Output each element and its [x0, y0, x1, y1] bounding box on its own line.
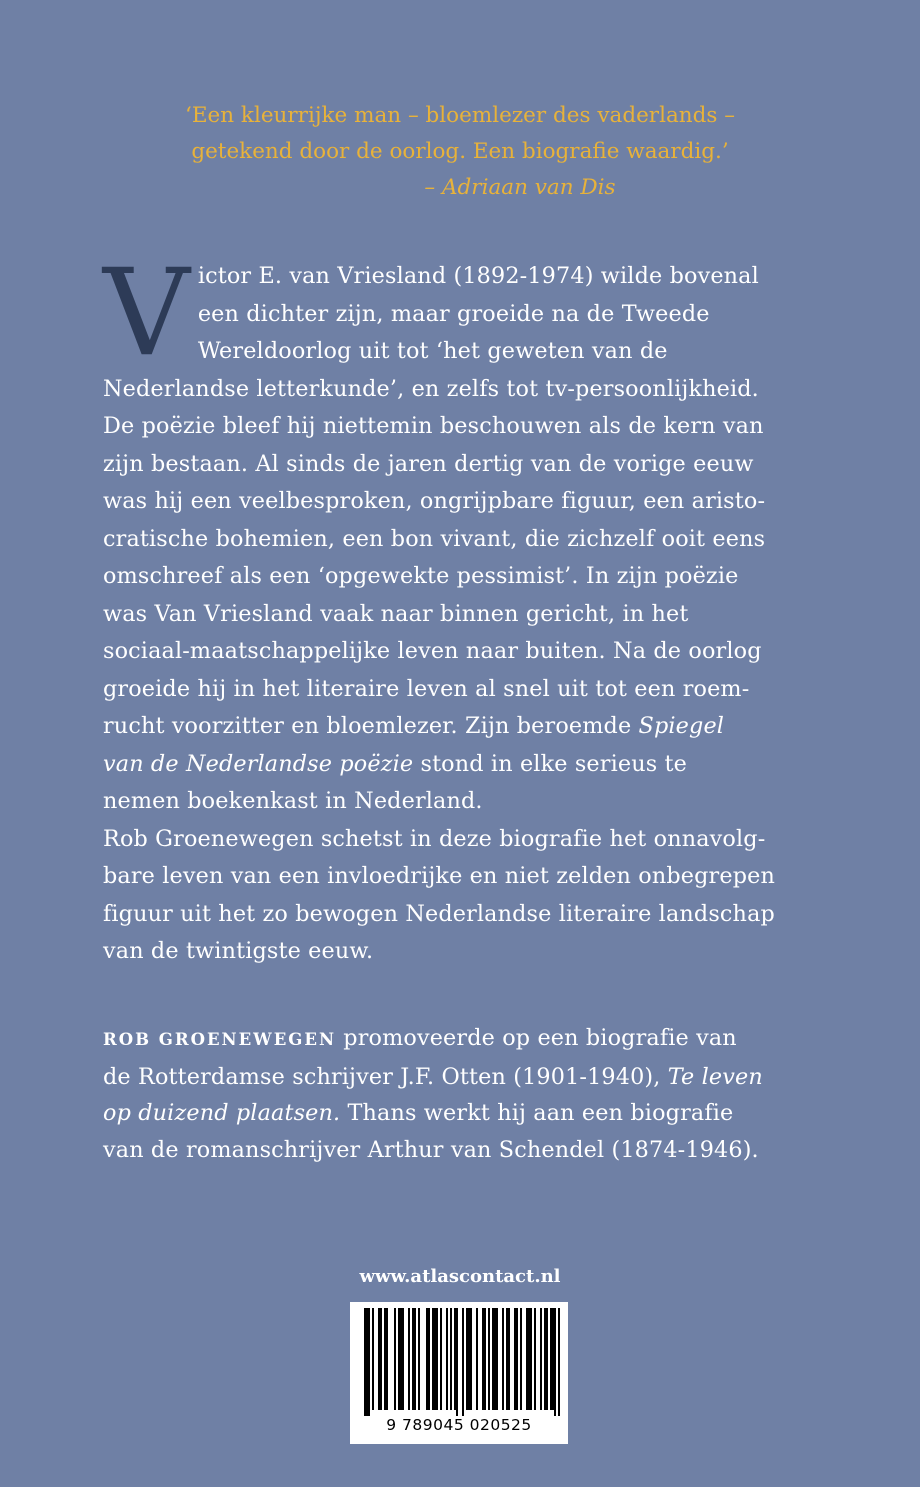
barcode-bar [436, 1308, 438, 1410]
barcode-bar [366, 1308, 368, 1416]
bio-line [103, 1095, 823, 1132]
barcode-bar [544, 1308, 546, 1410]
barcode-bar [450, 1308, 452, 1410]
barcode-bar [492, 1308, 494, 1410]
blurb-line: was Van Vriesland vaak naar binnen gericht, in het [103, 600, 689, 627]
barcode-bar [414, 1308, 416, 1410]
barcode-bar [432, 1308, 434, 1410]
barcode-bar [378, 1308, 380, 1410]
barcode-bar [394, 1308, 396, 1410]
publisher-website: www.atlascontact.nl [359, 1266, 561, 1287]
bio-line: van de romanschrijver Arthur van Schendel (1874-1946). [103, 1136, 759, 1163]
review-quote [0, 98, 920, 206]
blurb-line: was hij een veelbesproken, ongrijpbare figuur, een aristo- [103, 488, 766, 514]
barcode-bar [482, 1308, 484, 1410]
barcode-bar [468, 1308, 470, 1410]
barcode-bar [386, 1308, 388, 1410]
barcode-bar [400, 1308, 402, 1410]
barcode-bar [540, 1308, 542, 1410]
blurb-line: van de twintigste eeuw. [103, 938, 374, 964]
barcode-bar [462, 1308, 464, 1416]
author-bio [103, 1020, 823, 1168]
barcode-bar [368, 1308, 370, 1416]
barcode-bar [408, 1308, 410, 1410]
bio-text: Thans werkt hij aan een biografie [340, 1100, 734, 1126]
barcode-bar [526, 1308, 528, 1410]
book-title-italic: Te leven [667, 1063, 763, 1090]
barcode-bar [434, 1308, 436, 1410]
blurb-line: zijn bestaan. Al sinds de jaren dertig van de vorige eeuw [103, 450, 754, 477]
barcode-bar [426, 1308, 428, 1410]
bio-line [103, 1059, 823, 1096]
blurb-text-plain: rucht voorzitter en bloemlezer. Zijn beroemde [103, 713, 639, 739]
barcode-bar [454, 1308, 456, 1410]
blurb-line: omschreef als een ‘opgewekte pessimist’. In zijn poëzie [103, 563, 739, 589]
barcode-bar [488, 1308, 490, 1410]
barcode-bar [484, 1308, 486, 1410]
barcode-bar [546, 1308, 548, 1410]
barcode-bar [466, 1308, 468, 1410]
blurb-line: nemen boekenkast in Nederland. [103, 788, 483, 814]
isbn-number: 9 789045 020525 [386, 1416, 532, 1434]
barcode-bar [494, 1308, 496, 1410]
barcode-bar [496, 1308, 498, 1410]
barcode-bar [554, 1308, 556, 1416]
blurb-line: een dichter zijn, maar groeide na de Tweede [197, 300, 710, 327]
barcode-bar [550, 1308, 552, 1410]
blurb-line: figuur uit het zo bewogen Nederlandse literaire landschap [103, 900, 775, 927]
blurb-line: Nederlandse letterkunde’, en zelfs tot tv-persoonlijkheid. [103, 375, 759, 402]
blurb-line: Wereldoorlog uit tot ‘het geweten van de [197, 338, 668, 364]
barcode-bar [528, 1308, 530, 1410]
barcode-bar [514, 1308, 516, 1410]
book-title-italic: Spiegel [638, 713, 725, 739]
barcode-bar [428, 1308, 430, 1410]
barcode-bar [364, 1308, 366, 1416]
barcode-bar [440, 1308, 442, 1410]
blurb-line [103, 746, 823, 784]
barcode-bar [516, 1308, 518, 1410]
barcode-bar [558, 1308, 560, 1416]
barcode-bar [520, 1308, 522, 1410]
author-name: ROB GROENEWEGEN [103, 1030, 337, 1049]
barcode-bar [380, 1308, 382, 1410]
blurb-text-plain: stond in elke serieus te [413, 750, 687, 777]
bio-line [103, 1020, 823, 1059]
bio-text: de Rotterdamse schrijver J.F. Otten (1901-1940), [103, 1063, 668, 1090]
barcode-bar [446, 1308, 448, 1410]
blurb-line [103, 708, 823, 746]
drop-cap: V [103, 244, 190, 383]
barcode-bar [552, 1308, 554, 1410]
bio-text: promoveerde op een biografie van [336, 1025, 737, 1051]
barcode-bar [534, 1308, 536, 1410]
blurb-line: ictor E. van Vriesland (1892-1974) wilde bovenal [197, 263, 759, 289]
blurb-line: De poëzie bleef hij niettemin beschouwen als de kern van [103, 413, 764, 439]
book-title-italic: op duizend plaatsen. [103, 1100, 341, 1126]
barcode-bar [456, 1308, 458, 1416]
barcode-bar [506, 1308, 508, 1410]
blurb-line: groeide hij in het literaire leven al snel uit tot een roem- [103, 675, 750, 702]
barcode-bar [530, 1308, 532, 1410]
barcode-bar [470, 1308, 472, 1410]
blurb-line: Rob Groenewegen schetst in deze biografie het onnavolg- [103, 825, 766, 852]
barcode-bar [508, 1308, 510, 1410]
book-title-italic: van de Nederlandse poëzie [103, 750, 414, 777]
barcode-bar [418, 1308, 420, 1410]
isbn-barcode [350, 1302, 568, 1444]
barcode-bar [412, 1308, 414, 1410]
quote-attribution: – Adriaan van Dis [424, 175, 616, 200]
barcode-bar [384, 1308, 386, 1410]
barcode-bar [398, 1308, 400, 1410]
blurb-text [103, 244, 823, 971]
quote-line-2: getekend door de oorlog. Een biografie waardig.’ [191, 139, 729, 164]
blurb-line: cratische bohemien, een bon vivant, die zichzelf ooit eens [103, 525, 766, 552]
blurb-line: sociaal-maatschappelijke leven naar buiten. Na de oorlog [103, 638, 762, 664]
quote-line-1: ‘Een kleurrijke man – bloemlezer des vaderlands – [184, 103, 736, 128]
barcode-bar [502, 1308, 504, 1410]
blurb-line: bare leven van een invloedrijke en niet zelden onbegrepen [103, 863, 775, 889]
barcode-bar [372, 1308, 374, 1410]
barcode-bar [402, 1308, 404, 1410]
barcode-bar [476, 1308, 478, 1410]
